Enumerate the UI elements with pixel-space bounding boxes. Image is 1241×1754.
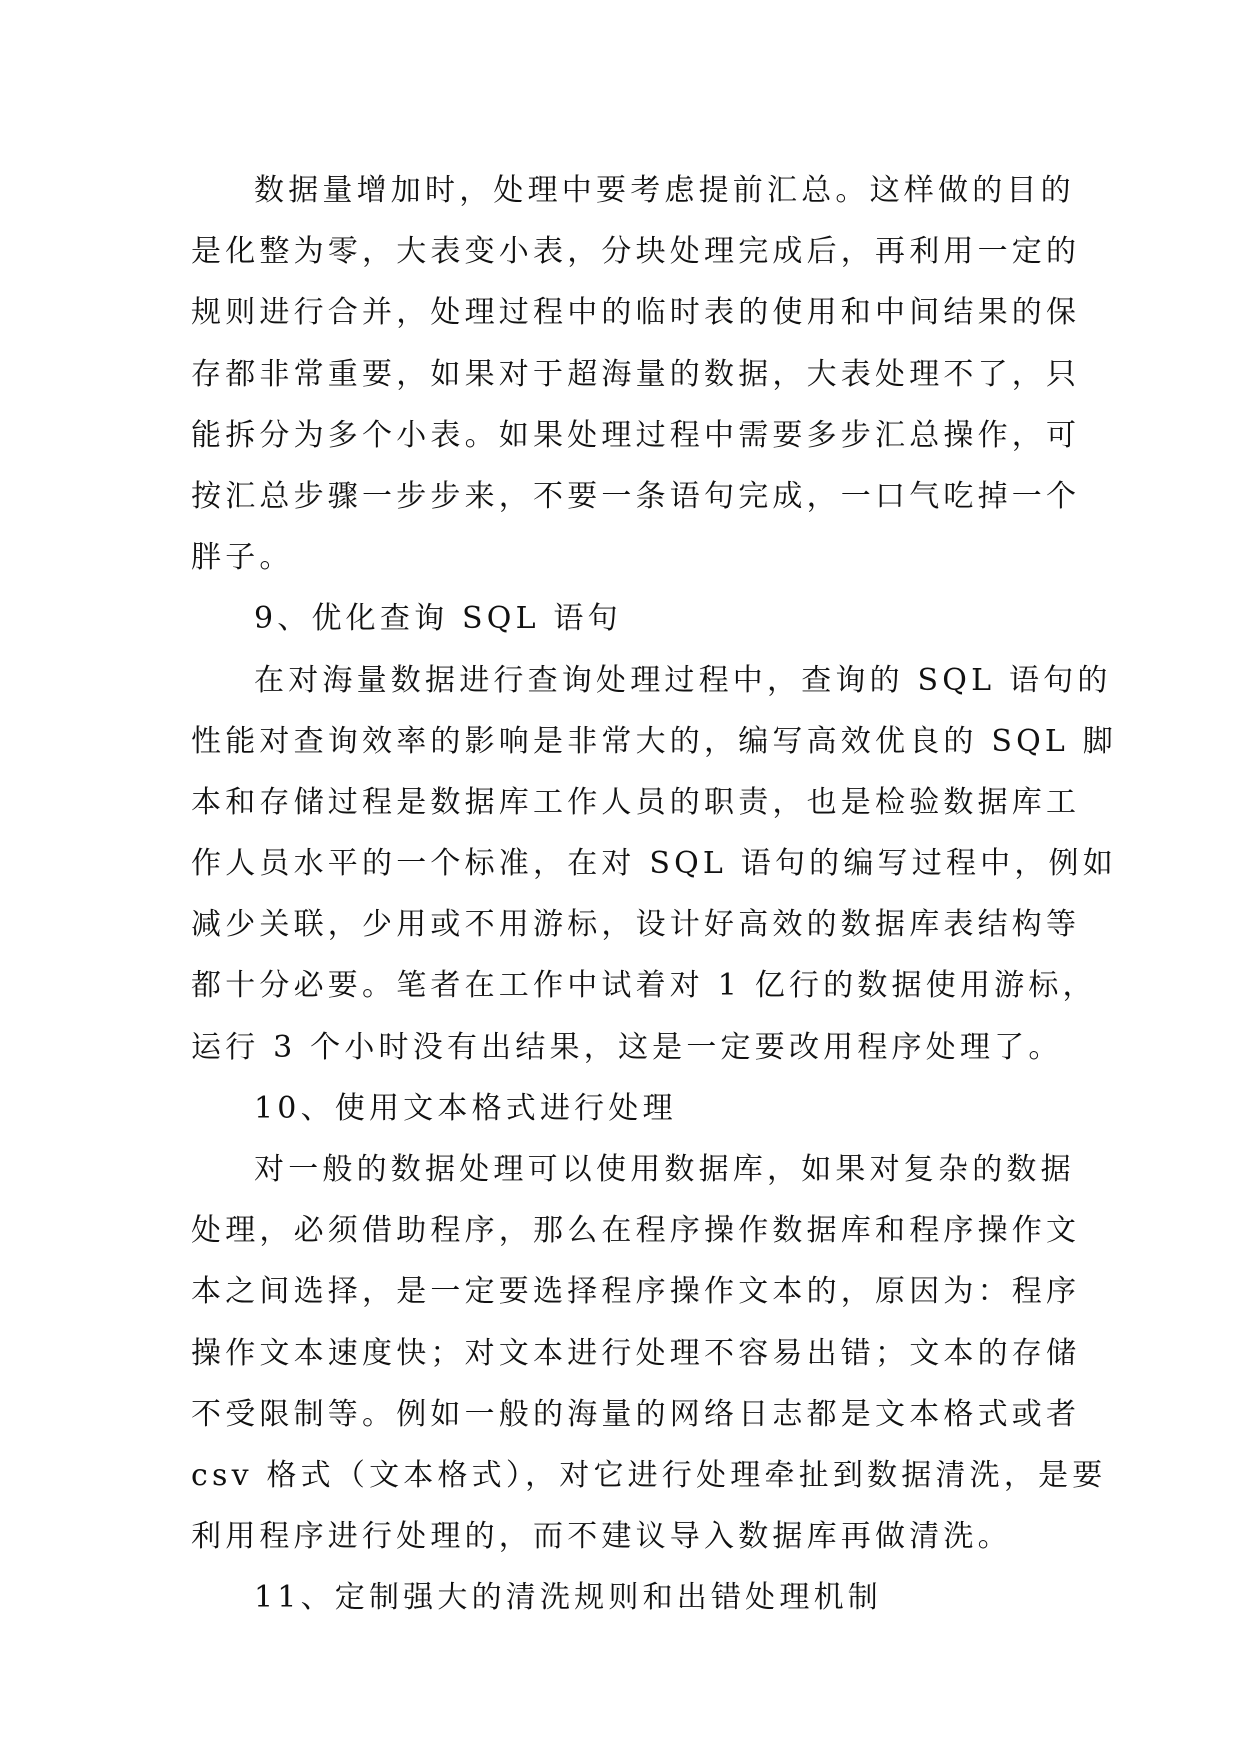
paragraph-line: 对一般的数据处理可以使用数据库，如果对复杂的数据	[254, 1152, 1075, 1187]
document-page	[191, 160, 1117, 1629]
paragraph-line: 不受限制等。例如一般的海量的网络日志都是文本格式或者	[191, 1396, 1081, 1432]
section-heading: 11、定制强大的清洗规则和出错处理机制	[254, 1580, 882, 1616]
paragraph-line: 按汇总步骤一步步来，不要一条语句完成，一口气吃掉一个	[191, 478, 1081, 514]
paragraph-line: 减少关联，少用或不用游标，设计好高效的数据库表结构等	[191, 907, 1081, 943]
paragraph-line: 规则进行合并，处理过程中的临时表的使用和中间结果的保	[191, 295, 1081, 331]
paragraph-line: 都十分必要。笔者在工作中试着对 1 亿行的数据使用游标，	[191, 968, 1097, 1004]
paragraph-line: 数据量增加时，处理中要考虑提前汇总。这样做的目的	[254, 173, 1075, 208]
paragraph-line: 在对海量数据进行查询处理过程中，查询的 SQL 语句的	[254, 662, 1112, 698]
paragraph-line: 是化整为零，大表变小表，分块处理完成后，再利用一定的	[191, 234, 1081, 270]
paragraph-line: 能拆分为多个小表。如果处理过程中需要多步汇总操作，可	[191, 417, 1081, 453]
paragraph-line: 本之间选择，是一定要选择程序操作文本的，原因为：程序	[191, 1274, 1081, 1310]
section-heading: 10、使用文本格式进行处理	[254, 1090, 677, 1126]
paragraph-line: 处理，必须借助程序，那么在程序操作数据库和程序操作文	[191, 1213, 1081, 1249]
paragraph-line: 存都非常重要，如果对于超海量的数据，大表处理不了，只	[191, 356, 1081, 392]
paragraph-line: 利用程序进行处理的，而不建议导入数据库再做清洗。	[191, 1519, 1012, 1555]
paragraph-line: 运行 3 个小时没有出结果，这是一定要改用程序处理了。	[191, 1029, 1063, 1065]
paragraph-line: 操作文本速度快；对文本进行处理不容易出错；文本的存储	[191, 1335, 1081, 1371]
section-heading: 9、优化查询 SQL 语句	[254, 601, 622, 637]
paragraph-line: 本和存储过程是数据库工作人员的职责，也是检验数据库工	[191, 784, 1081, 820]
paragraph-line: csv 格式（文本格式），对它进行处理牵扯到数据清洗，是要	[191, 1457, 1107, 1493]
paragraph-line: 胖子。	[191, 540, 294, 576]
paragraph-line: 作人员水平的一个标准，在对 SQL 语句的编写过程中，例如	[191, 846, 1117, 882]
paragraph-line: 性能对查询效率的影响是非常大的，编写高效优良的 SQL 脚	[191, 723, 1117, 759]
